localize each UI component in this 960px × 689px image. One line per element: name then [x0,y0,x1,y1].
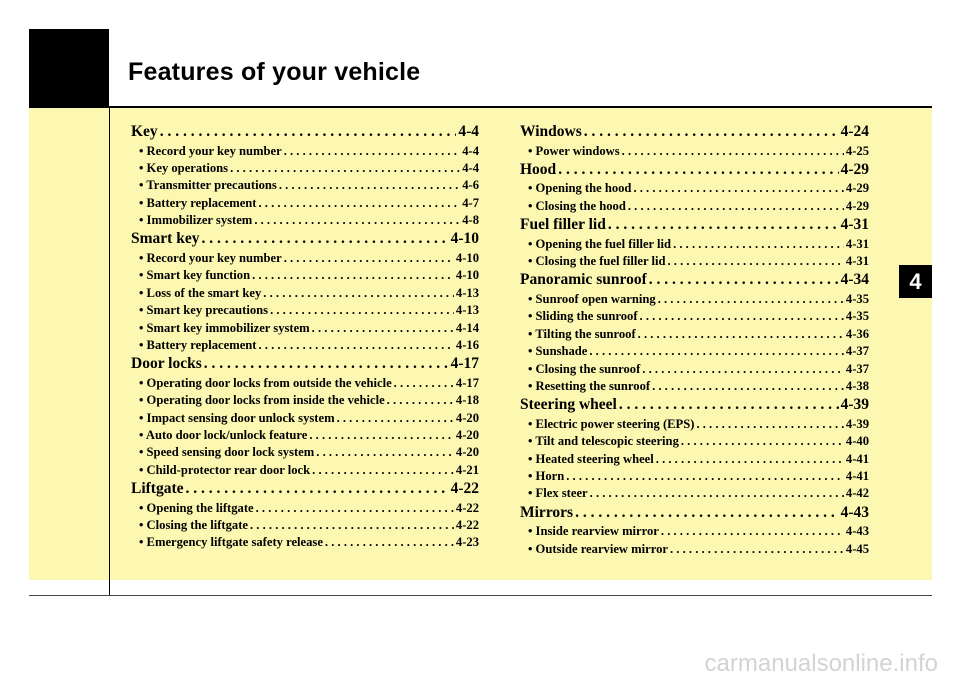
toc-item[interactable] [131,444,479,461]
toc-leader [661,523,844,540]
toc-leader [250,517,454,534]
toc-leader [337,410,454,427]
toc-item[interactable] [520,326,869,343]
chapter-tab: 4 [899,265,932,298]
toc-label: • Transmitter precautions [139,178,277,193]
toc-label: • Closing the hood [528,198,626,213]
toc-label: Fuel filler lid [520,216,606,234]
toc-item[interactable] [520,343,869,360]
toc-label: • Opening the fuel filler lid [528,236,672,251]
toc-label: Mirrors [520,503,574,521]
toc-item[interactable] [520,198,869,215]
toc-item[interactable] [131,337,479,354]
toc-item[interactable] [131,285,479,302]
toc-page-number: 4-43 [840,503,869,521]
toc-leader [670,541,844,558]
toc-label: • Operating door locks from inside the vehicle [139,393,385,408]
toc-leader [608,215,839,236]
toc-label: • Smart key function [139,268,251,283]
toc-label: • Tilt and telescopic steering [528,434,679,449]
toc-page-number: 4-34 [840,271,869,289]
toc-label: • Speed sensing door lock system [139,445,315,460]
toc-page-number: 4-22 [450,480,479,498]
toc-page-number: 4-4 [462,143,479,158]
toc-item[interactable] [520,291,869,308]
toc-item[interactable] [520,308,869,325]
toc-label: • Resetting the sunroof [528,378,651,393]
toc-section[interactable] [131,229,479,250]
toc-page-number: 4-20 [455,410,479,425]
toc-section[interactable] [520,395,869,416]
toc-item[interactable] [520,485,869,502]
toc-label: • Record your key number [139,250,282,265]
toc-page-number: 4-29 [840,160,869,178]
toc-label: • Outside rearview mirror [528,541,668,556]
toc-page-number: 4-29 [845,181,869,196]
toc-leader [566,468,844,485]
toc-label: • Opening the liftgate [139,500,254,515]
toc-item[interactable] [131,320,479,337]
toc-page-number: 4-17 [455,375,479,390]
toc-label: • Closing the sunroof [528,361,641,376]
toc-label: • Battery replacement [139,337,257,352]
toc-label: • Closing the liftgate [139,518,248,533]
toc-page-number: 4-31 [845,254,869,269]
toc-page-number: 4-35 [845,291,869,306]
toc-page-number: 4-7 [462,195,479,210]
toc-item[interactable] [131,160,479,177]
toc-leader [312,462,454,479]
toc-item[interactable] [131,177,479,194]
toc-item[interactable] [131,392,479,409]
toc-leader [279,177,460,194]
toc-page-number: 4-40 [845,434,869,449]
toc-label: • Impact sensing door unlock system [139,410,335,425]
toc-page-number: 4-43 [845,524,869,539]
toc-leader [258,337,453,354]
toc-leader [258,195,460,212]
toc-label: • Auto door lock/unlock feature [139,427,308,442]
toc-item[interactable] [520,378,869,395]
toc-leader [642,361,844,378]
toc-leader [622,143,844,160]
toc-leader [325,534,454,551]
toc-leader [263,285,454,302]
toc-item[interactable] [131,212,479,229]
toc-leader [640,308,844,325]
toc-item[interactable] [131,500,479,517]
toc-item[interactable] [131,534,479,551]
toc-label: Key [131,123,158,140]
toc-page-number: 4-8 [462,213,479,228]
toc-page-number: 4-10 [450,230,479,248]
toc-item[interactable] [131,517,479,534]
toc-page-number: 4-10 [455,250,479,265]
toc-leader [558,160,838,181]
toc-page-number: 4-20 [455,427,479,442]
toc-column-left [131,122,479,552]
page-title: Features of your vehicle [128,58,421,86]
toc-item[interactable] [520,416,869,433]
toc-page-number: 4-13 [455,303,479,318]
toc-leader [652,378,844,395]
toc-leader [316,444,454,461]
toc-leader [633,180,843,197]
toc-label: • Loss of the smart key [139,285,262,300]
toc-page-number: 4-18 [455,393,479,408]
toc-item[interactable] [131,143,479,160]
toc-section[interactable] [131,354,479,375]
toc-page-number: 4-4 [462,160,479,175]
toc-label: • Sunroof open warning [528,291,656,306]
toc-page-number: 4-37 [845,344,869,359]
toc-leader [638,326,844,343]
toc-leader [230,160,460,177]
toc-label: • Operating door locks from outside the vehicle [139,375,392,390]
toc-leader [201,229,448,250]
toc-leader [252,267,454,284]
toc-leader [284,250,454,267]
toc-item[interactable] [520,236,869,253]
toc-page-number: 4-29 [845,198,869,213]
toc-item[interactable] [131,375,479,392]
toc-leader [312,320,454,337]
toc-item[interactable] [131,267,479,284]
watermark: carmanualsonline.info [704,650,938,677]
toc-leader [656,451,844,468]
toc-page-number: 4-10 [455,268,479,283]
toc-label: Hood [520,160,557,178]
toc-item[interactable] [131,427,479,444]
toc-item[interactable] [131,462,479,479]
toc-page-number: 4-22 [455,500,479,515]
toc-label: • Power windows [528,143,620,158]
toc-leader [270,302,454,319]
toc-label: • Electric power steering (EPS) [528,416,695,431]
toc-label: • Sunshade [528,344,588,359]
toc-page-number: 4-37 [845,361,869,376]
toc-item[interactable] [520,468,869,485]
toc-item[interactable] [520,523,869,540]
toc-label: Panoramic sunroof [520,271,647,289]
toc-leader [649,270,839,291]
toc-leader [619,395,839,416]
toc-label: • Closing the fuel filler lid [528,254,666,269]
toc-item[interactable] [520,433,869,450]
toc-item[interactable] [520,180,869,197]
toc-label: • Smart key immobilizer system [139,320,310,335]
toc-page-number: 4-42 [845,486,869,501]
toc-label: • Emergency liftgate safety release [139,535,323,550]
toc-page-number: 4-38 [845,378,869,393]
toc-leader [309,427,454,444]
toc-leader [256,500,454,517]
toc-page-number: 4-39 [845,416,869,431]
toc-label: Steering wheel [520,396,617,414]
toc-item[interactable] [520,541,869,558]
toc-label: • Inside rearview mirror [528,524,659,539]
footer-rule [29,595,932,596]
toc-page-number: 4-21 [455,462,479,477]
margin-rule [109,108,110,596]
toc-section[interactable] [520,122,869,143]
toc-leader [204,354,449,375]
toc-label: Liftgate [131,480,184,498]
toc-page-number: 4-45 [845,541,869,556]
toc-section[interactable] [520,160,869,181]
toc-label: Door locks [131,355,202,373]
header-black-block [29,29,109,108]
toc-page-number: 4-4 [458,123,479,140]
toc-label: • Tilting the sunroof [528,326,636,341]
toc-section[interactable] [131,122,479,143]
toc-leader [575,503,839,524]
toc-leader [160,122,457,143]
toc-page-number: 4-24 [840,123,869,140]
toc-page-number: 4-16 [455,337,479,352]
toc-item[interactable] [520,451,869,468]
toc-item[interactable] [520,361,869,378]
toc-leader [667,253,843,270]
toc-label: • Smart key precautions [139,303,269,318]
toc-section[interactable] [520,270,869,291]
toc-page-number: 4-6 [462,178,479,193]
toc-label: Windows [520,123,582,140]
toc-leader [590,485,844,502]
toc-leader [394,375,454,392]
toc-item[interactable] [520,143,869,160]
toc-leader [284,143,461,160]
toc-page-number: 4-31 [845,236,869,251]
toc-page-number: 4-41 [845,451,869,466]
toc-page-number: 4-41 [845,468,869,483]
toc-leader [696,416,843,433]
toc-label: • Record your key number [139,143,282,158]
toc-item[interactable] [520,253,869,270]
toc-item[interactable] [131,250,479,267]
toc-leader [254,212,460,229]
toc-section[interactable] [520,503,869,524]
toc-label: • Horn [528,468,565,483]
toc-item[interactable] [131,195,479,212]
toc-page-number: 4-22 [455,518,479,533]
toc-page-number: 4-20 [455,445,479,460]
toc-item[interactable] [131,410,479,427]
toc-leader [589,343,844,360]
toc-label: • Immobilizer system [139,213,253,228]
toc-label: • Child-protector rear door lock [139,462,311,477]
toc-leader [628,198,844,215]
toc-page-number: 4-25 [845,143,869,158]
toc-item[interactable] [131,302,479,319]
toc-section[interactable] [520,215,869,236]
toc-label: Smart key [131,230,200,248]
toc-page-number: 4-14 [455,320,479,335]
toc-label: • Battery replacement [139,195,257,210]
toc-label: • Flex steer [528,486,588,501]
toc-label: • Opening the hood [528,181,632,196]
toc-page-number: 4-13 [455,285,479,300]
toc-leader [387,392,454,409]
toc-leader [584,122,839,143]
toc-page-number: 4-39 [840,396,869,414]
toc-page-number: 4-36 [845,326,869,341]
toc-leader [186,479,449,500]
toc-label: • Key operations [139,160,229,175]
toc-label: • Sliding the sunroof [528,309,638,324]
toc-label: • Heated steering wheel [528,451,654,466]
toc-leader [681,433,844,450]
toc-leader [658,291,844,308]
toc-page-number: 4-35 [845,309,869,324]
toc-column-right [520,122,869,558]
toc-page-number: 4-23 [455,535,479,550]
toc-leader [673,236,844,253]
toc-page-number: 4-17 [450,355,479,373]
toc-section[interactable] [131,479,479,500]
toc-page-number: 4-31 [840,216,869,234]
